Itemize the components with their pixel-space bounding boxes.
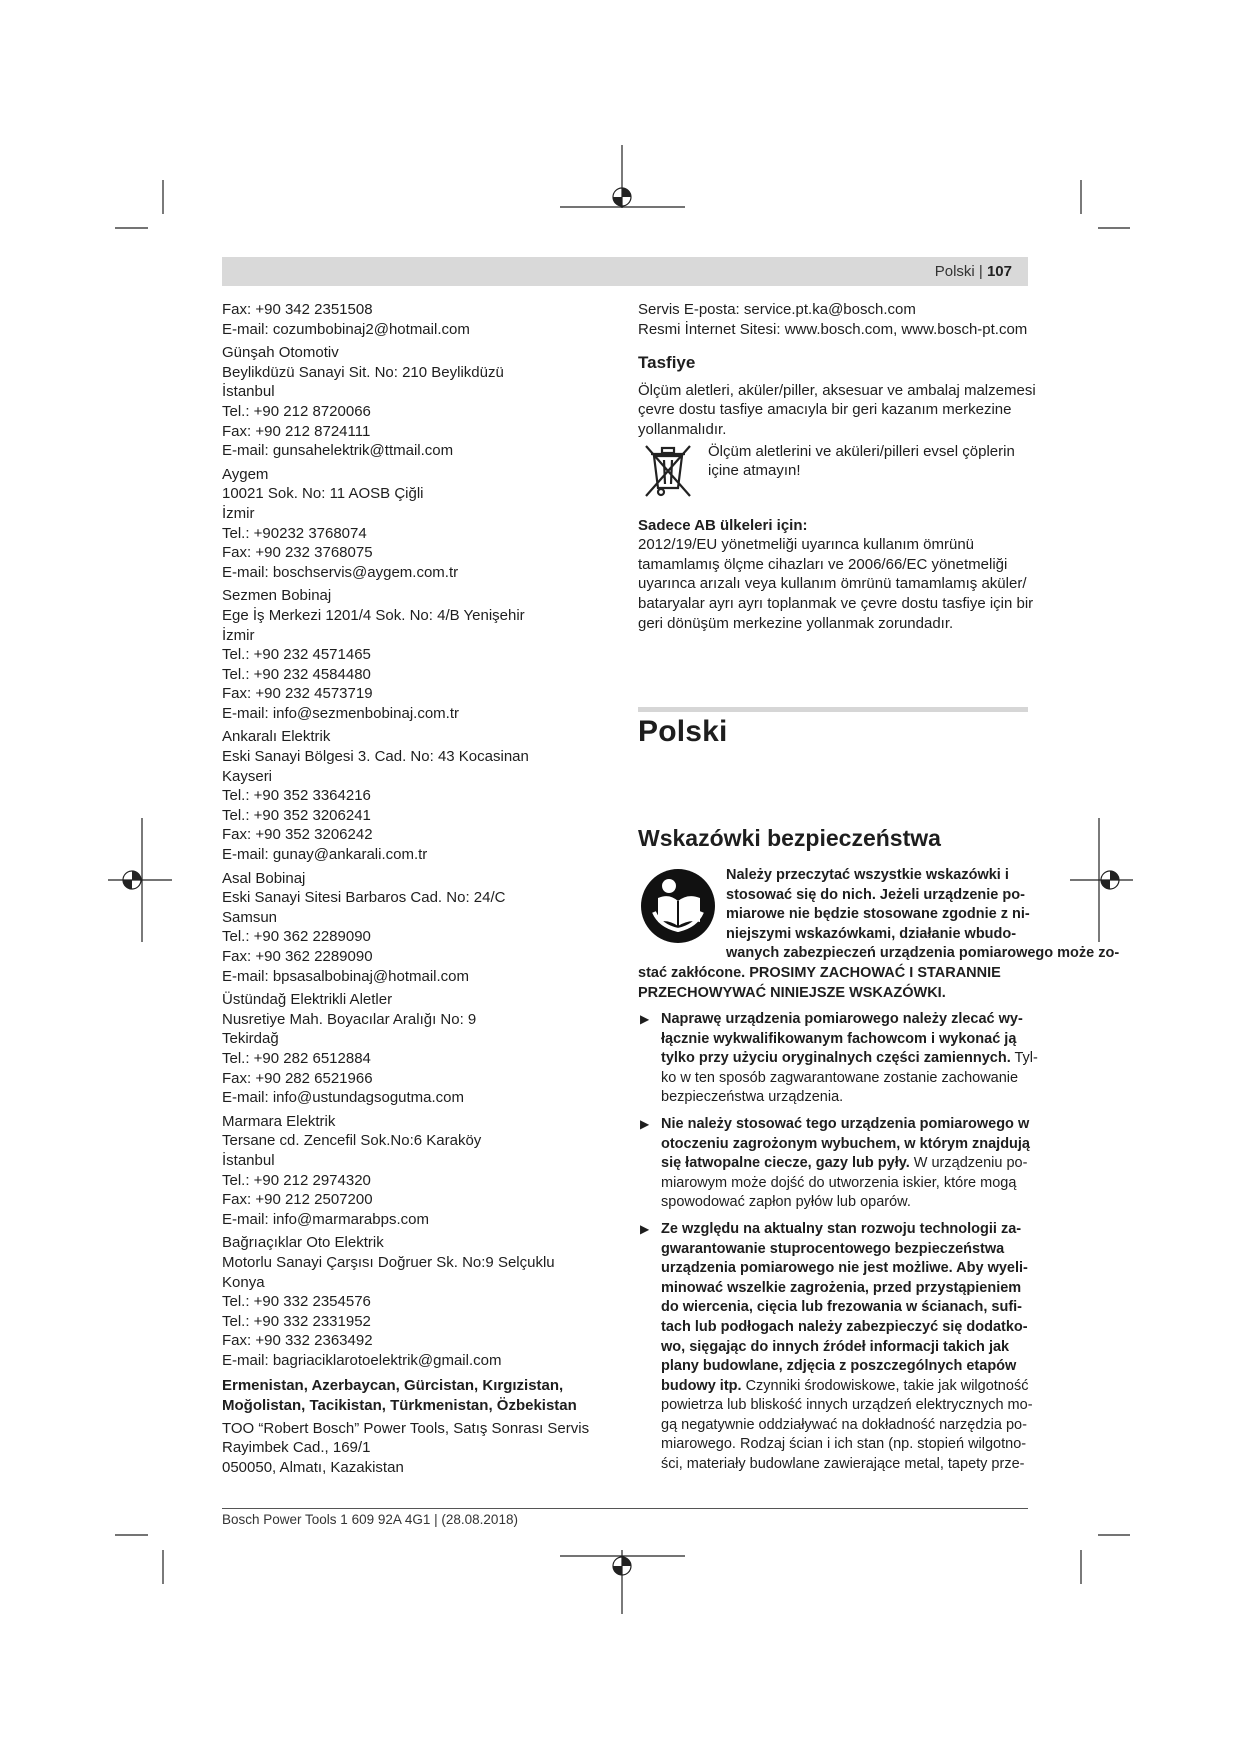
safety-bullet xyxy=(638,1010,1038,1108)
contact-line: İstanbul xyxy=(222,1151,275,1169)
bullet-bold-text: do wiercenia, cięcia lub frezowania w ścianach, sufi- xyxy=(661,1299,1023,1316)
paragraph-line: geri dönüşüm merkezine yollanmak zorundadır. xyxy=(638,614,954,632)
contact-line: Tel.: +90 212 8720066 xyxy=(222,402,371,420)
bullet-normal-text: Czynniki środowiskowe, takie jak wilgotność xyxy=(741,1377,1029,1394)
bullet-line: miarowym może dojść do utworzenia iskier, które mogą xyxy=(661,1174,1017,1191)
warning-line: miarowe nie będzie stosowane zgodnie z ni- xyxy=(726,906,1030,923)
bullet-bold-text: tylko przy użyciu oryginalnych części zamiennych. xyxy=(661,1050,1011,1067)
bullet-line xyxy=(661,1318,1028,1338)
bullet-bold-text: wo, sięgając do innych źródeł informacji takich jak xyxy=(661,1338,1010,1355)
bullet-line: powietrza lub bliskość innych urządzeń elektrycznych mo- xyxy=(661,1397,1033,1414)
bullet-arrow-icon: ▶ xyxy=(640,1221,650,1236)
contact-line: Eski Sanayi Sitesi Barbaros Cad. No: 24/C xyxy=(222,889,506,907)
warning-line: stać zakłócone. PROSIMY ZACHOWAĆ I STARANNIE xyxy=(638,964,1001,981)
paragraph-line: uyarınca arızalı veya kullanım ömrünü tamamlamış aküler/ xyxy=(638,575,1027,593)
safety-heading: Wskazówki bezpieczeństwa xyxy=(638,825,941,851)
bullet-line xyxy=(661,1377,1028,1397)
contact-line: Tel.: +90 332 2331952 xyxy=(222,1312,371,1330)
bullet-line: miarowego. Rodzaj ścian i ich stan (np. stopień wilgotno- xyxy=(661,1436,1027,1453)
read-manual-icon xyxy=(640,868,716,944)
contact-line: Resmi İnternet Sitesi: www.bosch.com, www.bosch-pt.com xyxy=(638,320,1028,338)
contact-line: Fax: +90 362 2289090 xyxy=(222,948,373,965)
contact-line: Tekirdağ xyxy=(222,1030,279,1048)
warning-line: Należy przeczytać wszystkie wskazówki i xyxy=(726,867,1009,883)
paragraph-line: yollanmalıdır. xyxy=(638,420,727,438)
contact-line: Fax: +90 342 2351508 xyxy=(222,301,373,318)
contact-line: Tel.: +90232 3768074 xyxy=(222,524,367,542)
paragraph-line: 2012/19/EU yönetmeliği uyarınca kullanım ömrünü xyxy=(638,536,975,554)
bullet-line xyxy=(661,1030,1028,1050)
contact-line: 10021 Sok. No: 11 AOSB Çiğli xyxy=(222,485,424,503)
contact-line: Tel.: +90 352 3206241 xyxy=(222,806,371,824)
contact-line: Beylikdüzü Sanayi Sit. No: 210 Beylikdüzü xyxy=(222,363,504,381)
contact-line: E-mail: gunsahelektrik@ttmail.com xyxy=(222,442,454,460)
language-heading: Polski xyxy=(638,715,728,748)
heading-line: Ermenistan, Azerbaycan, Gürcistan, Kırgızistan, xyxy=(222,1377,564,1395)
crossed-out-wheelie-bin-icon xyxy=(642,442,694,500)
bullet-line xyxy=(661,1135,1028,1155)
bullet-line xyxy=(661,1049,1038,1069)
company-name: Aygem xyxy=(222,465,269,483)
service-entry xyxy=(222,1233,555,1370)
bullet-line: ko w ten sposób zagwarantowane zostanie zachowanie xyxy=(661,1069,1019,1086)
bullet-arrow-icon: ▶ xyxy=(640,1012,650,1026)
footer: Bosch Power Tools 1 609 92A 4G1 | (28.08.2018) xyxy=(222,1512,518,1527)
contact-line: Fax: +90 332 2363492 xyxy=(222,1332,373,1350)
bullet-line xyxy=(661,1115,1028,1135)
warning-line: wanych zabezpieczeń urządzenia pomiarowego może zo- xyxy=(726,945,1120,962)
service-entry xyxy=(222,727,552,864)
safety-warning xyxy=(638,866,1120,1003)
disposal-column xyxy=(638,300,1036,633)
safety-bullet xyxy=(638,1220,1033,1475)
contact-line: Samsun xyxy=(222,908,278,926)
contact-line: E-mail: boschservis@aygem.com.tr xyxy=(222,563,459,581)
contact-line: E-mail: info@marmarabps.com xyxy=(222,1210,429,1228)
contact-line: Tel.: +90 232 4571465 xyxy=(222,646,371,664)
service-entry xyxy=(222,465,552,583)
page-number: 107 xyxy=(986,263,1012,280)
heading-line: Moğolistan, Tacikistan, Türkmenistan, Özbekistan xyxy=(222,1397,577,1415)
service-entry xyxy=(222,869,552,987)
bullet-bold-text: łącznie wykwalifikowanym fachowcom i wykonać ją xyxy=(661,1030,1017,1047)
contact-line: Ege İş Merkezi 1201/4 Sok. No: 4/B Yenişehir xyxy=(222,606,525,624)
contact-line: E-mail: bpsasalbobinaj@hotmail.com xyxy=(222,967,470,985)
contact-line: İzmir xyxy=(222,504,255,522)
bullet-line xyxy=(661,1279,1028,1299)
bullet-line: ści, materiały budowlane zawierające metal, tapety prze- xyxy=(661,1456,1025,1473)
disposal-heading: Tasfiye xyxy=(638,353,696,373)
contact-line: Motorlu Sanayi Çarşısı Doğruer Sk. No:9 Selçuklu xyxy=(222,1253,555,1271)
warning-line: PRZECHOWYWAĆ NINIEJSZE WSKAZÓWKI. xyxy=(638,984,946,1001)
contact-line: İzmir xyxy=(222,626,255,644)
section-divider xyxy=(638,707,1028,712)
contact-line: E-mail: cozumbobinaj2@hotmail.com xyxy=(222,320,470,338)
bullet-arrow-icon: ▶ xyxy=(640,1116,650,1131)
service-addresses-column xyxy=(222,300,590,1477)
contact-line: E-mail: bagriaciklarotoelektrik@gmail.com xyxy=(222,1351,502,1369)
company-name: Asal Bobinaj xyxy=(222,869,306,887)
bullet-bold-text: urządzenia pomiarowego nie jest możliwe. Aby wyeli- xyxy=(661,1260,1028,1277)
company-name: Üstündağ Elektrikli Aletler xyxy=(222,991,393,1009)
bullet-line xyxy=(661,1298,1028,1318)
contact-line: Fax: +90 232 4573719 xyxy=(222,685,373,703)
bullet-line: gą negatywnie oddziaływać na dokładność narzędzia po- xyxy=(661,1416,1027,1433)
bullet-bold-text: Nie należy stosować tego urządzenia pomiarowego w xyxy=(661,1115,1030,1132)
service-entry xyxy=(222,1419,590,1478)
company-name: Marmara Elektrik xyxy=(222,1112,336,1130)
contact-line: Tel.: +90 232 4584480 xyxy=(222,665,371,683)
contact-line: İstanbul xyxy=(222,383,275,401)
warning-line: niejszymi wskazówkami, działanie wbudo- xyxy=(726,925,1017,942)
bullet-line xyxy=(661,1154,1028,1174)
company-name: Günşah Otomotiv xyxy=(222,344,339,362)
contact-line: Fax: +90 232 3768075 xyxy=(222,544,373,562)
bullet-normal-text: Tyl- xyxy=(1010,1050,1038,1067)
disposal-notice xyxy=(638,442,1028,500)
service-entry xyxy=(222,343,552,461)
contact-line: Fax: +90 212 2507200 xyxy=(222,1191,373,1209)
paragraph-line: Ölçüm aletlerini ve aküleri/pilleri evsel çöplerin xyxy=(708,442,1015,460)
bullet-bold-text: tach lub podłogach należy zabezpieczyć się dodatko- xyxy=(661,1318,1028,1335)
paragraph-line: çevre dostu tasfiye amacıyla bir geri kazanım merkezine xyxy=(638,401,1012,419)
contact-line: E-mail: info@ustundagsogutma.com xyxy=(222,1089,465,1107)
bullet-normal-text: W urządzeniu po- xyxy=(909,1155,1028,1172)
contact-line: Kayseri xyxy=(222,767,273,785)
bullet-line: spowodować zapłon pyłów lub oparów. xyxy=(661,1194,911,1211)
warning-line: stosować się do nich. Jeżeli urządzenie po- xyxy=(726,886,1025,903)
company-name: Sezmen Bobinaj xyxy=(222,587,332,605)
bullet-bold-text: otoczeniu zagrożonym wybuchem, w którym znajdują xyxy=(661,1135,1030,1152)
paragraph-line: Ölçüm aletleri, aküler/piller, aksesuar ve ambalaj malzemesi xyxy=(638,381,1036,399)
service-entry xyxy=(222,990,552,1108)
contact-line: E-mail: gunay@ankarali.com.tr xyxy=(222,846,428,864)
paragraph-line: tamamlamış ölçme cihazları ve 2006/66/EC yönetmeliği xyxy=(638,555,1008,573)
eu-heading: Sadece AB ülkeleri için: xyxy=(638,516,808,534)
bullet-line xyxy=(661,1357,1028,1377)
bullet-line xyxy=(661,1259,1028,1279)
contact-line: Tel.: +90 352 3364216 xyxy=(222,787,371,805)
service-entry xyxy=(222,1112,552,1230)
bullet-bold-text: się łatwopalne ciecze, gazy lub pyły. xyxy=(661,1155,910,1172)
paragraph-line: bataryalar ayrı ayrı toplanmak ve çevre dostu tasfiye için bir xyxy=(638,594,1034,612)
paragraph-line: içine atmayın! xyxy=(708,462,801,480)
contact-line: Tel.: +90 362 2289090 xyxy=(222,928,371,946)
contact-line: 050050, Almatı, Kazakistan xyxy=(222,1458,404,1476)
contact-line: Tel.: +90 282 6512884 xyxy=(222,1049,371,1067)
contact-line: Tersane cd. Zencefil Sok.No:6 Karaköy xyxy=(222,1132,482,1150)
contact-line: Servis E-posta: service.pt.ka@bosch.com xyxy=(638,301,916,318)
bullet-line xyxy=(661,1240,1028,1260)
contact-line: Nusretiye Mah. Boyacılar Aralığı No: 9 xyxy=(222,1010,477,1028)
company-name: Bağrıaçıklar Oto Elektrik xyxy=(222,1234,384,1252)
bullet-bold-text: gwarantowanie stuprocentowego bezpieczeństwa xyxy=(661,1240,1005,1257)
bullet-line xyxy=(661,1338,1028,1358)
contact-line: Tel.: +90 212 2974320 xyxy=(222,1171,371,1189)
service-entry xyxy=(222,586,552,723)
safety-bullet xyxy=(638,1115,1028,1213)
bullet-bold-text: Ze względu na aktualny stan rozwoju technologii za- xyxy=(661,1220,1022,1237)
contact-line: Fax: +90 352 3206242 xyxy=(222,826,373,844)
safety-bullets xyxy=(638,1010,1038,1482)
company-name: Ankaralı Elektrik xyxy=(222,728,331,746)
contact-line: Eski Sanayi Bölgesi 3. Cad. No: 43 Kocasinan xyxy=(222,748,529,766)
header-label: Polski | 107 xyxy=(934,263,1012,280)
bullet-line xyxy=(661,1220,1028,1240)
contact-line: E-mail: info@sezmenbobinaj.com.tr xyxy=(222,704,459,722)
bullet-bold-text: budowy itp. xyxy=(661,1377,742,1394)
footer-rule xyxy=(222,1508,1028,1509)
contact-line: Tel.: +90 332 2354576 xyxy=(222,1293,371,1311)
bullet-bold-text: Naprawę urządzenia pomiarowego należy zlecać wy- xyxy=(661,1011,1023,1027)
contact-line: Rayimbek Cad., 169/1 xyxy=(222,1439,371,1457)
bullet-line xyxy=(661,1010,1028,1030)
bullet-bold-text: minować wszelkie zagrożenia, przed przystąpieniem xyxy=(661,1279,1022,1296)
header-section: Polski xyxy=(934,263,975,280)
contact-line: Konya xyxy=(222,1273,265,1291)
contact-line: Fax: +90 212 8724111 xyxy=(222,422,371,440)
bullet-bold-text: plany budowlane, zdjęcia z poszczególnych etapów xyxy=(661,1358,1017,1375)
countries-heading xyxy=(222,1376,577,1415)
contact-line: TOO “Robert Bosch” Power Tools, Satış Sonrası Servis xyxy=(222,1419,590,1437)
bullet-line: bezpieczeństwa urządzenia. xyxy=(661,1089,844,1106)
page-header xyxy=(222,257,1028,286)
disposal-notice-text xyxy=(638,442,1028,481)
contact-line: Fax: +90 282 6521966 xyxy=(222,1069,373,1087)
